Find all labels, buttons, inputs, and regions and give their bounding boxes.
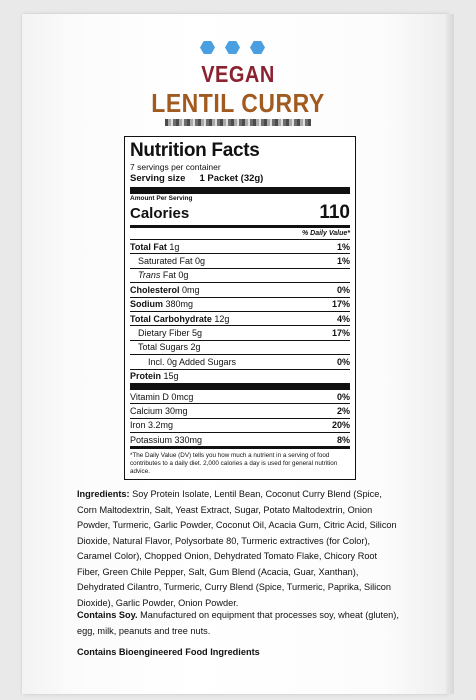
serving-size: [130, 173, 350, 185]
nutrient-dv: 0%: [336, 391, 350, 402]
nutrient-dv: 20%: [331, 420, 350, 431]
nutrient-name: Vitamin D 0mcg: [130, 391, 194, 402]
calories-row: [130, 203, 350, 224]
nutrient-row-total-fat: [130, 239, 350, 253]
trans-label: Trans: [138, 270, 161, 281]
product-name: LENTIL CURRY: [151, 88, 325, 118]
amount-per-serving: Amount Per Serving: [130, 195, 193, 202]
nutrient-row-protein: [130, 369, 350, 383]
nutrient-name: Total Fat: [130, 241, 167, 252]
divider-thick: [130, 383, 350, 390]
ingredients-statement: [77, 487, 399, 611]
nutrient-row-calcium: [130, 403, 350, 417]
nutrient-row-total-sugars: [130, 340, 350, 354]
nutrient-dv: 1%: [336, 256, 350, 267]
hexagon-icon-group: [200, 41, 265, 54]
nutrient-name: Protein: [130, 371, 162, 382]
nutrient-dv: 0%: [336, 284, 350, 295]
serving-size-label: Serving size: [130, 173, 186, 184]
calories-value: 110: [319, 202, 350, 223]
nutrient-name: Dietary Fiber 5g: [138, 328, 203, 339]
nutrient-row-dietary-fiber: [130, 325, 350, 339]
nutrient-row-iron: [130, 418, 350, 432]
nutrition-facts-title: Nutrition Facts: [130, 140, 260, 161]
nutrient-row-added-sugars: [130, 354, 350, 368]
nutrient-dv: 8%: [336, 434, 350, 445]
nutrient-row-total-carbohydrate: [130, 311, 350, 325]
nutrition-facts-panel: [124, 136, 356, 480]
nutrient-amount: 1g: [169, 241, 180, 252]
nutrient-name: Iron 3.2mg: [130, 420, 174, 431]
allergen-text: Manufactured on equipment that processes soy, wheat (gluten), egg, milk, peanuts and tree nuts.: [77, 610, 399, 636]
product-line-vegan: VEGAN: [201, 62, 275, 88]
divider-thick: [130, 187, 350, 194]
ingredients-heading: Ingredients:: [77, 489, 130, 499]
nutrient-row-trans-fat: [130, 268, 350, 282]
nutrient-dv: 2%: [336, 405, 350, 416]
nutrient-name: Total Sugars 2g: [138, 342, 201, 353]
nutrient-name: Fat 0g: [162, 270, 189, 281]
nutrient-row-saturated-fat: [130, 253, 350, 267]
nutrient-row-potassium: [130, 432, 350, 446]
nutrient-name: Total Carbohydrate: [130, 313, 212, 324]
allergen-statement: [77, 608, 399, 639]
nutrient-dv: 1%: [336, 241, 350, 252]
calories-label: Calories: [130, 205, 190, 222]
nutrient-dv: 4%: [336, 313, 350, 324]
nutrient-amount: 12g: [214, 313, 230, 324]
servings-per-container: 7 servings per container: [130, 162, 221, 172]
nutrient-row-sodium: [130, 297, 350, 311]
nutrient-name: Saturated Fat 0g: [138, 256, 206, 267]
nutrient-amount: 15g: [163, 371, 179, 382]
nutrient-dv: 0%: [336, 356, 350, 367]
nutrient-dv: 17%: [331, 299, 350, 310]
hexagon-icon: [250, 41, 265, 54]
nutrient-amount: 0mg: [182, 284, 200, 295]
nutrient-name: Incl. 0g Added Sugars: [148, 356, 237, 367]
foil-stripe-decoration: [165, 119, 311, 126]
hexagon-icon: [200, 41, 215, 54]
nutrient-name: Calcium 30mg: [130, 405, 188, 416]
bioengineered-statement: Contains Bioengineered Food Ingredients: [77, 647, 260, 657]
nutrient-row-cholesterol: [130, 282, 350, 296]
nutrient-name: Sodium: [130, 299, 163, 310]
nutrient-row-vitamin-d: [130, 390, 350, 403]
daily-value-header: % Daily Value*: [302, 230, 350, 237]
divider-medium: [130, 225, 350, 228]
serving-size-value: 1 Packet (32g): [199, 173, 264, 184]
nutrient-dv: 17%: [331, 328, 350, 339]
allergen-heading: Contains Soy.: [77, 610, 138, 620]
nutrient-amount: 380mg: [165, 299, 194, 310]
ingredients-text: Soy Protein Isolate, Lentil Bean, Coconut Curry Blend (Spice, Corn Maltodextrin, Salt, Yeast Extract, Sugar, Potato Maltodextrin, Onion Powder, Turmeric, Garlic Powder, Coconut Oil, Acacia Gum, Citric Acid, Silicon Dioxide, Natural Flavor, Polysorbate 80, Turmeric extractives (for Color), Caramel Color), Chopped Onion, Dehydrated Tomato Flake, Chicory Root Fiber, Green Chile Pepper, Salt, Gum Blend (Acacia, Guar, Xanthan), Dehydrated Cilantro, Turmeric, Curry Blend (Spice, Turmeric, Paprika, Silicon Dioxide), Garlic Powder, Onion Powder.: [77, 489, 397, 608]
nutrient-name: Potassium 330mg: [130, 434, 203, 445]
nutrient-name: Cholesterol: [130, 284, 180, 295]
hexagon-icon: [225, 41, 240, 54]
daily-value-footnote: *The Daily Value (DV) tells you how much a nutrient in a serving of food contributes to a daily diet. 2,000 calories a day is used for general nutrition advice.: [130, 446, 350, 475]
